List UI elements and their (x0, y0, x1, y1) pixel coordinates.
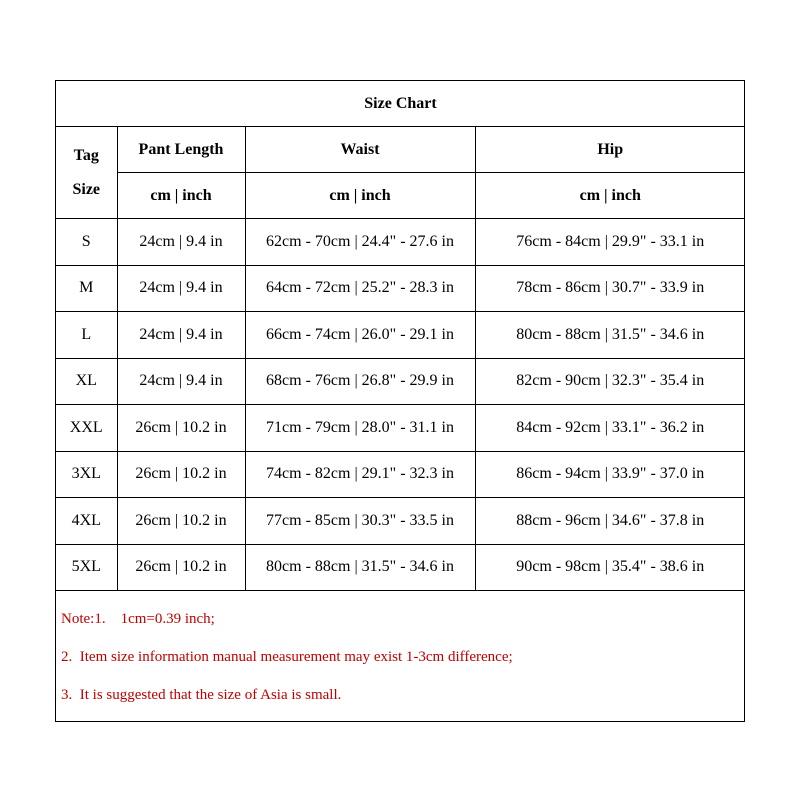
hip-cell: 90cm - 98cm | 35.4" - 38.6 in (475, 544, 745, 591)
length-cell: 24cm | 9.4 in (117, 219, 245, 266)
tag-label: Tag (73, 146, 99, 164)
size-cell: M (56, 265, 117, 312)
chart-title: Size Chart (56, 81, 745, 127)
hip-cell: 84cm - 92cm | 33.1" - 36.2 in (475, 405, 745, 452)
waist-cell: 80cm - 88cm | 31.5" - 34.6 in (245, 544, 475, 591)
size-chart (55, 80, 745, 722)
note-2: 2. Item size information manual measurement may exist 1-3cm difference; (61, 649, 513, 665)
length-cell: 26cm | 10.2 in (117, 405, 245, 452)
hip-cell: 80cm - 88cm | 31.5" - 34.6 in (475, 312, 745, 359)
waist-cell: 74cm - 82cm | 29.1" - 32.3 in (245, 451, 475, 498)
table-row (56, 405, 745, 452)
tag-size-header (56, 127, 117, 219)
hip-cell: 88cm - 96cm | 34.6" - 37.8 in (475, 498, 745, 545)
hip-cell: 86cm - 94cm | 33.9" - 37.0 in (475, 451, 745, 498)
length-cell: 24cm | 9.4 in (117, 358, 245, 405)
table-row (56, 219, 745, 266)
waist-cell: 64cm - 72cm | 25.2" - 28.3 in (245, 265, 475, 312)
table-row (56, 312, 745, 359)
table-row (56, 498, 745, 545)
length-cell: 24cm | 9.4 in (117, 265, 245, 312)
hip-cell: 78cm - 86cm | 30.7" - 33.9 in (475, 265, 745, 312)
hip-cell: 82cm - 90cm | 32.3" - 35.4 in (475, 358, 745, 405)
length-cell: 26cm | 10.2 in (117, 544, 245, 591)
size-table (56, 81, 745, 591)
size-cell: 4XL (56, 498, 117, 545)
waist-header: Waist (245, 127, 475, 173)
size-cell: XXL (56, 405, 117, 452)
hip-unit: cm | inch (475, 173, 745, 219)
size-cell: L (56, 312, 117, 359)
size-cell: S (56, 219, 117, 266)
length-cell: 26cm | 10.2 in (117, 498, 245, 545)
size-cell: XL (56, 358, 117, 405)
waist-cell: 62cm - 70cm | 24.4" - 27.6 in (245, 219, 475, 266)
size-cell: 5XL (56, 544, 117, 591)
size-label: Size (72, 180, 101, 198)
table-row (56, 451, 745, 498)
waist-unit: cm | inch (245, 173, 475, 219)
pant-length-unit: cm | inch (117, 173, 245, 219)
note-3: 3. It is suggested that the size of Asia is small. (61, 687, 342, 703)
hip-header: Hip (475, 127, 745, 173)
hip-cell: 76cm - 84cm | 29.9" - 33.1 in (475, 219, 745, 266)
waist-cell: 71cm - 79cm | 28.0" - 31.1 in (245, 405, 475, 452)
waist-cell: 66cm - 74cm | 26.0" - 29.1 in (245, 312, 475, 359)
table-row (56, 265, 745, 312)
size-cell: 3XL (56, 451, 117, 498)
pant-length-header: Pant Length (117, 127, 245, 173)
length-cell: 26cm | 10.2 in (117, 451, 245, 498)
table-row (56, 544, 745, 591)
waist-cell: 68cm - 76cm | 26.8" - 29.9 in (245, 358, 475, 405)
length-cell: 24cm | 9.4 in (117, 312, 245, 359)
note-1: Note:1. 1cm=0.39 inch; (61, 611, 215, 627)
waist-cell: 77cm - 85cm | 30.3" - 33.5 in (245, 498, 475, 545)
table-row (56, 358, 745, 405)
